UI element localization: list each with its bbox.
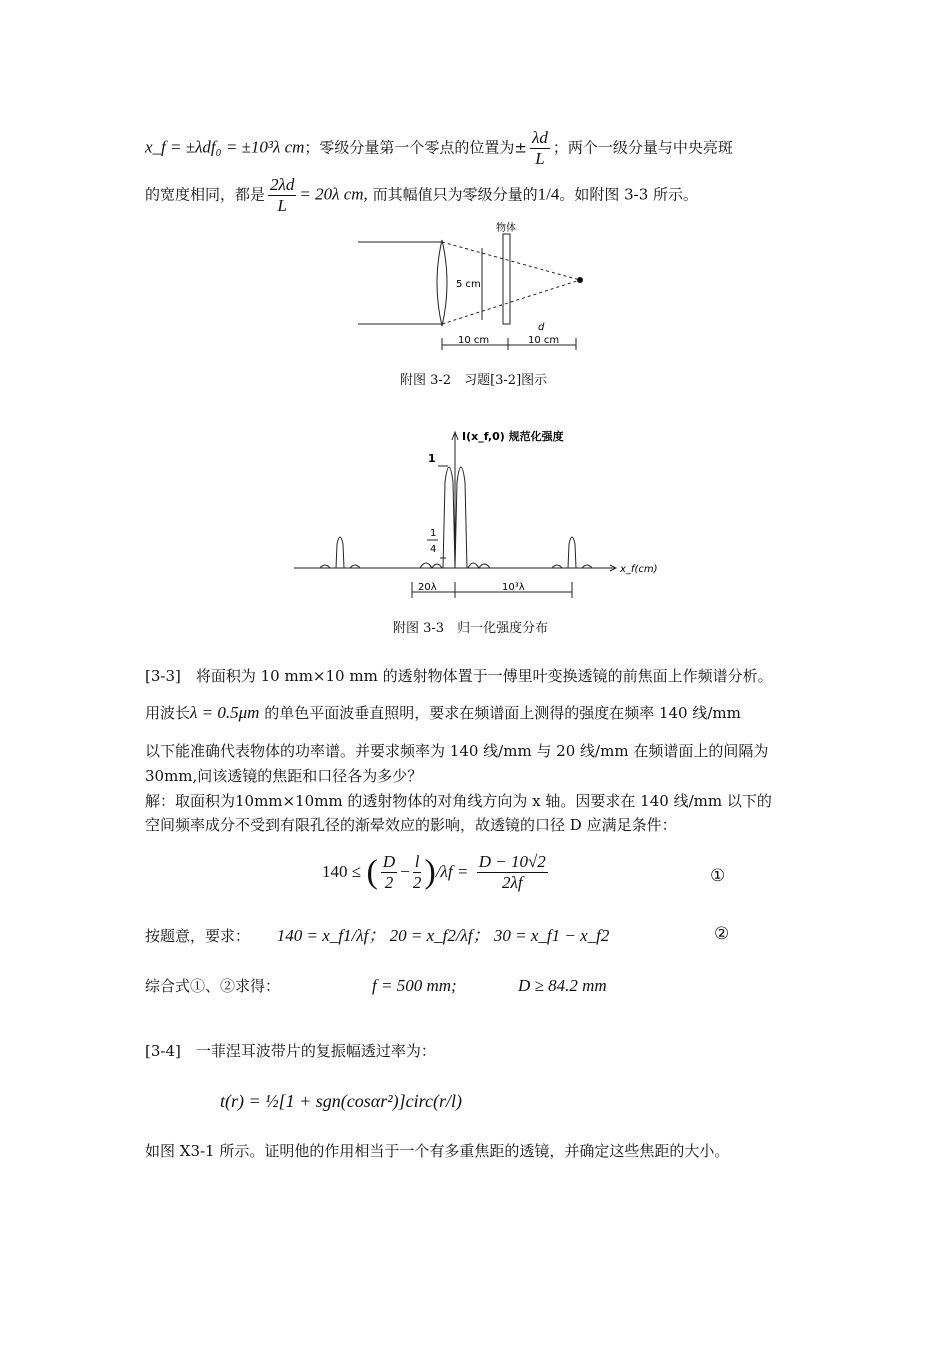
- figure-3-2-caption: 附图 3-2 习题[3-2]图示: [400, 373, 548, 388]
- text: 按题意，要求：: [145, 927, 251, 945]
- x-axis-label: x_f(cm): [620, 564, 658, 575]
- equation-number-1: ①: [710, 866, 726, 886]
- intro-text: 的宽度相同，都是: [145, 185, 266, 204]
- frac-num: λd: [531, 128, 548, 147]
- tick-quarter-num: 1: [430, 528, 437, 539]
- p34-line-2: 如图 X3-1 所示。证明他的作用相当于一个有多重焦距的透镜，并确定这些焦距的大小。: [145, 1142, 730, 1160]
- p33-line-7: [145, 925, 609, 947]
- sidelobes-left: [420, 563, 442, 568]
- intro-text: ；两个一级分量与中央亮斑: [552, 138, 733, 157]
- central-peak-right: [455, 467, 467, 568]
- first-order-peak-left: [330, 537, 350, 568]
- intro-text: ；零级分量第一个零点的位置为±: [304, 138, 527, 157]
- d-label: d: [538, 322, 545, 333]
- tick-one-label: 1: [428, 452, 436, 465]
- object-plate: [503, 234, 510, 324]
- p34-line-1: [3-4] 一菲涅耳波带片的复振幅透过率为：: [145, 1042, 436, 1060]
- figure-3-3-caption: 附图 3-3 归一化强度分布: [393, 621, 549, 636]
- y-axis-label: I(x_f,0) 规范化强度: [462, 430, 564, 443]
- equation-2: 140 = x_f1/λf； 20 = x_f2/λf； 30 = x_f1 − x_f2: [276, 926, 610, 945]
- sidelobes-right: [468, 563, 490, 568]
- central-peak: [443, 467, 455, 568]
- p33-line-2: [145, 702, 741, 724]
- frac-den: L: [277, 196, 287, 215]
- figure-3-2-diagram: [350, 218, 590, 358]
- spacing-label: 10³λ: [502, 582, 525, 593]
- result-f: f = 500 mm;: [372, 976, 457, 995]
- dim-left-label: 10 cm: [458, 335, 490, 346]
- text: 的单色平面波垂直照明，要求在频谱面上测得的强度在频率 140 线/mm: [259, 704, 741, 722]
- p33-line-5: 解：取面积为10mm×10mm 的透射物体的对角线方向为 x 轴。因要求在 140 线/mm 以下的: [145, 792, 772, 810]
- p33-line-3: 以下能准确代表物体的功率谱。并要求频率为 140 线/mm 与 20 线/mm 在频谱面上的间隔为: [145, 742, 769, 760]
- aperture-label: 5 cm: [456, 279, 481, 290]
- lens-shape: [437, 240, 447, 326]
- text: 用波长: [145, 704, 191, 722]
- figure-3-3-diagram: [290, 422, 670, 607]
- equation-number-2: ②: [714, 924, 730, 944]
- eq1-rhs: [477, 852, 548, 893]
- dim-right-label: 10 cm: [528, 335, 560, 346]
- p33-line-6: 空间频率成分不受到有限孔径的渐晕效应的影响，故透镜的口径 D 应满足条件：: [145, 816, 677, 834]
- frac-num: 2λd: [270, 175, 295, 194]
- formula-xf: x_f = ±λdf₀ = ±10³λ cm: [145, 137, 305, 157]
- result-d: D ≥ 84.2 mm: [518, 976, 607, 995]
- converging-ray-top: [442, 242, 580, 280]
- p33-line-1: [3-3] 将面积为 10 mm×10 mm 的透射物体置于一傅里叶变换透镜的前焦面上作频谱分析。: [145, 667, 773, 685]
- first-order-peak-right: [562, 537, 582, 568]
- width-label: 20λ: [418, 582, 437, 593]
- frac-num: D − 10√2: [478, 852, 546, 871]
- intro-line-1: [145, 128, 733, 169]
- intro-text: 。如附图 3-3 所示。: [559, 185, 699, 204]
- focal-point: [577, 277, 583, 283]
- object-label: 物体: [496, 223, 516, 234]
- p33-line-8: 综合式①、②求得：: [145, 977, 281, 995]
- p34-equation: t(r) = ½[1 + sgn(cosαr²)]circ(r/l): [220, 1091, 462, 1111]
- quarter-fraction: 1/4: [537, 184, 560, 204]
- intro-line-2: [145, 175, 698, 216]
- tick-quarter-den: 4: [430, 544, 437, 555]
- formula-lambda: λ = 0.5μm: [190, 703, 260, 722]
- formula-20lambda: = 20λ cm,: [299, 184, 368, 204]
- intro-text: 而其幅值只为零级分量的: [367, 185, 538, 204]
- equation-1: 140 ≤ ( $\frac{D}{2}$ − $\frac{l}{2}$ )/λf = $\frac{D - 10√2}{2\lambda f}$: [322, 852, 546, 892]
- frac-den: L: [535, 149, 545, 168]
- frac-den: 2λf: [501, 873, 523, 892]
- p33-line-4: 30mm,问该透镜的焦距和口径各为多少？: [145, 767, 423, 785]
- eq1-lhs: 140 ≤: [322, 862, 362, 881]
- fraction-lambda-d-over-l: [530, 128, 550, 169]
- fraction-2lambda-d-over-l: [268, 175, 296, 216]
